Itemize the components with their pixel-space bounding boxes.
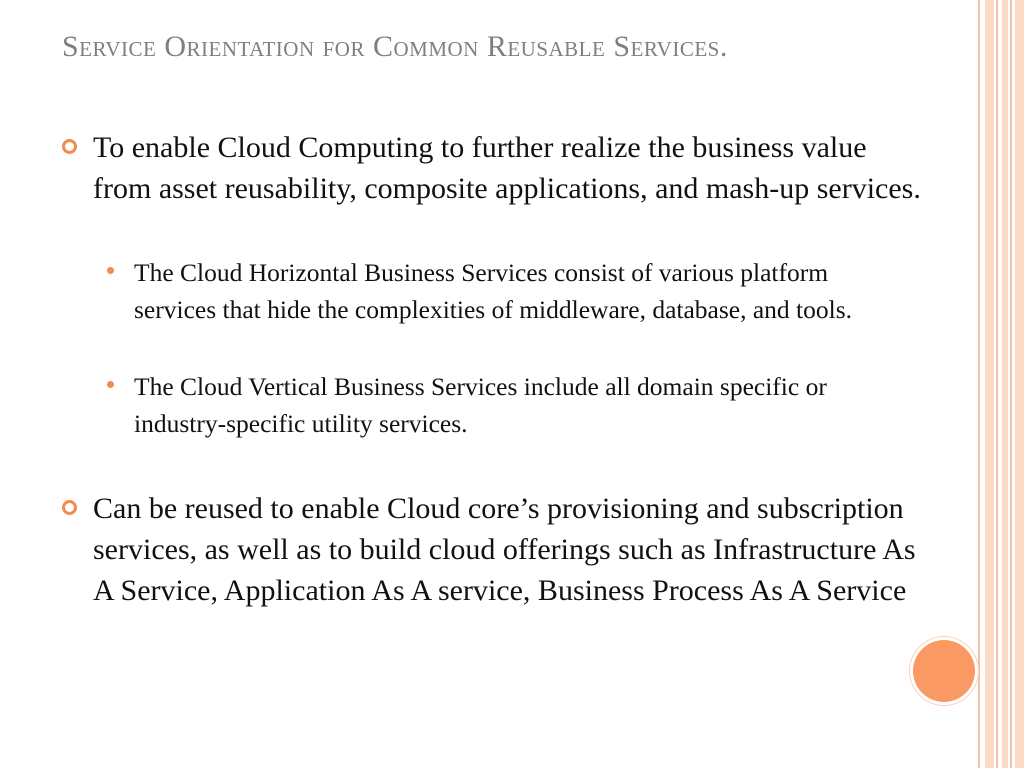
decorative-stripe [996, 0, 998, 768]
sub-bullet-item [104, 369, 864, 442]
sub-bullet-text: The Cloud Horizontal Business Services consist of various platform services that hide the complexities of middleware, database, and tools. [134, 258, 853, 324]
bullet-text: To enable Cloud Computing to further realize the business value from asset reusability, composite applications, and mash-up services. [93, 131, 921, 205]
ring-bullet-icon [62, 500, 77, 515]
bullet-item [62, 127, 922, 209]
decorative-stripe [978, 0, 980, 768]
decorative-stripe [1015, 0, 1024, 768]
decorative-stripe [1002, 0, 1008, 768]
decorative-stripe [1010, 0, 1012, 768]
bullet-text: Can be reused to enable Cloud core’s provisioning and subscription services, as well as to build cloud offerings such as Infrastructure As A Service, Application As A service, Business Process As A Service [93, 492, 916, 607]
dot-bullet-icon [107, 267, 114, 274]
orange-circle-icon [913, 640, 975, 702]
bullet-item [62, 488, 922, 611]
sub-bullet-text: The Cloud Vertical Business Services include all domain specific or industry-specific utility services. [134, 372, 827, 438]
ring-bullet-icon [62, 139, 77, 154]
sub-bullet-item [104, 255, 864, 328]
decorative-stripe [985, 0, 994, 768]
slide-title: Service Orientation for Common Reusable Services. [62, 30, 728, 63]
dot-bullet-icon [107, 381, 114, 388]
